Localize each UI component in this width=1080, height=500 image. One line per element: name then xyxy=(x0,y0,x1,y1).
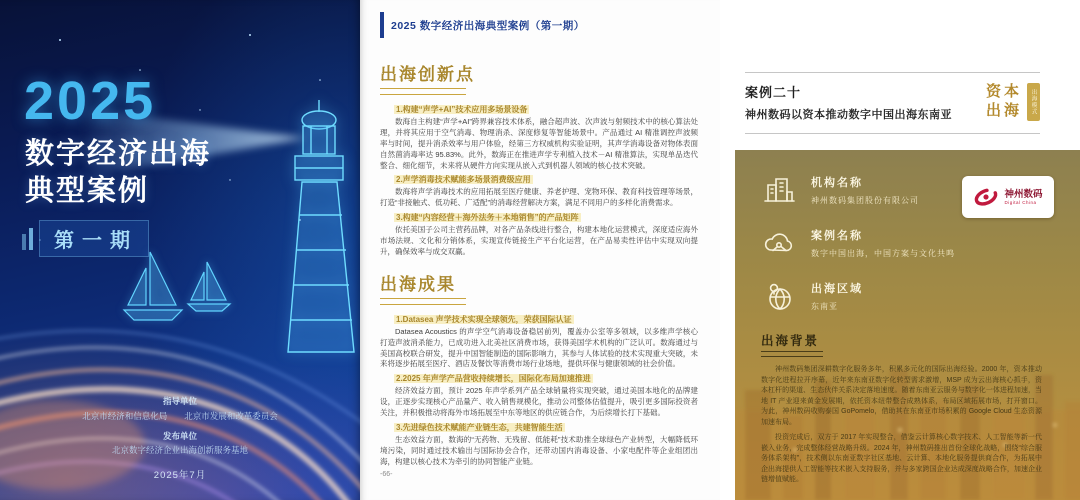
cover-title-line1: 数字经济出海 xyxy=(25,138,212,170)
background-title: 出海背景 xyxy=(761,334,820,348)
badge-ribbon-text: 出海模式 xyxy=(1030,89,1037,115)
organization-value: 神州数码集团股份有限公司 xyxy=(811,196,919,205)
organization-label: 机构名称 xyxy=(811,177,863,189)
section-title-underline xyxy=(380,298,466,305)
running-header-text: 2025 数字经济出海典型案例（第一期） xyxy=(391,19,585,32)
publish-unit-name: 北京数字经济企业出海创新服务基地 xyxy=(111,445,248,456)
section-innovations xyxy=(380,60,698,258)
innovation-subtitle-1: 1.构建“声学+AI”技术应用多场景设备 xyxy=(396,105,528,114)
logo-subtext: Digital China xyxy=(1004,200,1037,206)
cloud-icon xyxy=(761,225,797,261)
cover-page xyxy=(0,0,360,500)
innovation-body-3: 依托美国子公司主营药品牌，对各产品条线进行整合，构建本地化运营模式，深度适应海外市场法规、文化和分销体系，实现宣传链接生产平台化运营，在产品易卖性评估中实现双向提升，确保效率与成交双赢。 xyxy=(380,225,698,256)
header-accent-bar xyxy=(380,12,384,38)
cover-title xyxy=(25,136,211,210)
cover-title-line2: 典型案例 xyxy=(25,175,150,208)
background-title-underline xyxy=(761,351,823,357)
case-name-value: 数字中国出海，中国方案与文化共鸣 xyxy=(811,249,955,258)
innovation-body-1: 数海自主构建“声学+AI”跨界兼容技术体系，融合超声波、次声波与射频技术中的核心算法处理，并将其应用于空气消毒、物理消杀、深度修复等智能场景中。产品通过 AI 精准调控声波频率与时间，提升消杀效率与用户体验，经第三方权威机构实验证明，其声学消毒设备对物体表面自然菌消毒率达 95.83%。此外，数海正在推进声学专利植入技术－AI 精准算法，实现单品迭代整合、细化细节，未来将从硬件方向实现从嵌入式到机器人领域的核心技术突破。 xyxy=(380,117,698,170)
case-page xyxy=(720,0,1080,500)
info-text xyxy=(811,225,955,259)
region-value: 东南亚 xyxy=(811,302,838,311)
case-name-label: 案例名称 xyxy=(811,230,863,242)
info-text xyxy=(811,172,919,206)
region-label: 出海区域 xyxy=(811,283,863,295)
achievement-subtitle-2: 2.2025 年声学产品营收持续增长，国际化布局加速推进 xyxy=(396,374,591,384)
guide-unit-names: 北京市经济和信息化局 北京市发展和改革委员会 xyxy=(82,410,278,421)
badge-ribbon xyxy=(1027,83,1040,121)
achievement-body-1: Datasea Acoustics 的声学空气消毒设备稳居前列，覆盖办公室等多领域，以多维声学核心打造声波消杀能力，已成功进入北美社区消费市场，获得美国学术机构的广泛认可。数海通过与美国高校联合研发，提升中国智能制造的国际影响力，其参与人体试验的技术实现重大突破，未来将逐步拓展至医疗、酒店及餐饮等消费市场行业场地，提供环保与健康领域的社会价值。 xyxy=(380,326,698,369)
innovation-subtitle-2: 2.声学消毒技术赋能多场景消费级应用 xyxy=(396,175,531,185)
logo-name: 神州数码 xyxy=(1004,188,1043,200)
background-section xyxy=(761,331,1056,486)
guide-unit-label: 指导单位 xyxy=(162,396,197,407)
cover-footer xyxy=(0,394,360,484)
company-logo xyxy=(962,176,1054,218)
case-category-badge xyxy=(986,83,1040,121)
publish-unit-label: 发布单位 xyxy=(162,430,197,441)
page-number: -66- xyxy=(380,471,393,478)
cover-year: 2025 xyxy=(24,71,157,131)
achievement-body-3: 生态效益方面，数海的“无药物、无残留、低能耗”技术助推全球绿色产业转型，大幅降低环境污染，同时通过技术输出与国际协会合作，还带动国内消毒设备、小家电配件等企业组团出海，构建以核心技术为牵引的协同智能产业链。 xyxy=(380,434,698,466)
case-header xyxy=(745,72,1040,134)
innovation-subtitle-3: 3.构建“内容经营＋海外法务＋本地销售”的产品矩阵 xyxy=(396,213,579,223)
building-icon xyxy=(761,172,797,208)
logo-text xyxy=(1004,189,1042,205)
info-row-case-name xyxy=(761,225,1056,261)
issue-badge-bars xyxy=(22,228,33,250)
achievement-subtitle-3: 3.先进绿色技术赋能产业链生态，共建智能生活 xyxy=(396,422,563,432)
achievement-body-2: 经济效益方面，预计 2025 年声学系列产品全球销量将实现突破，通过美国本地化的品牌建设，正逐步实现核心产品量产、收入销售规模化，推动公司整体估值提升，吸引更多国际投资者关注，并积极推动将海外市场拓展至中东等地区的供应链合作，为后续增长打下基础。 xyxy=(380,386,698,417)
innovation-body-2: 数海将声学消毒技术的应用拓展至医疗健康、养老护理、宠物环保、教育科技管理等场景，打造“非接触式、低功耗、广适配”的消毒经营解决方案，满足不同用户的多样化消费需求。 xyxy=(380,187,698,208)
running-header xyxy=(380,12,698,38)
publish-date: 2025年7月 xyxy=(153,469,207,481)
case-header-text xyxy=(745,82,952,122)
achievement-subtitle-1: 1.Datasea 声学技术实现全球领先，荣获国际认证 xyxy=(396,314,572,324)
badge-text: 资本 出海 xyxy=(985,83,1022,119)
digital-china-swirl-icon xyxy=(973,184,999,210)
case-title: 神州数码以资本推动数字中国出海东南亚 xyxy=(745,109,952,121)
section-achievements xyxy=(380,270,698,468)
background-paragraph-1: 神州数码集团深耕数字化服务多年，积累多元化的国际出海经验。2000 年，资本推动数字化进程拉开序幕，近年来东南亚数字化转型需求激增，MSP 成为云出海核心抓手，资本杠杆的渠道、生态伙伴关系决定落地速度。随着东南亚云服务与数字化一体进程加速，当地 IT 产业迎来黄金发展期，依托资本纽带整合成熟体系，布局区域拓展市场，打开窗口。为此，神州数码收购泰国 GoPomelo，借助其在东南亚市场积累的 Google Cloud 生态资源加速布局。 xyxy=(761,366,1042,426)
section-title: 出海创新点 xyxy=(380,65,475,84)
section-title-underline xyxy=(380,88,466,95)
sailboat-illustration xyxy=(124,252,230,320)
issue-badge-label: 第一期 xyxy=(39,220,149,257)
globe-pin-icon xyxy=(761,278,797,314)
info-row-region xyxy=(761,278,1056,314)
section-title: 出海成果 xyxy=(380,274,456,294)
issue-badge xyxy=(22,220,149,257)
case-number: 案例二十 xyxy=(745,85,802,100)
background-paragraph-2: 投资完成后，双方于 2017 年实现整合，借鉴云计算核心数字技术、人工智能等新一代嵌入业务，完成整体经营战略升级。2024 年，神州数码推出首份全球化战略，围绕“综合服务体系架构”，技术侧以东南亚数字社区基地、云计算、本地化服务提供商合作，为拓展中企出海提供人工智能等技术嵌入支持服务，并与多家跨国企业达成深度战略合作，加速企业链增值赋能。 xyxy=(761,434,1042,483)
info-text xyxy=(811,278,863,312)
content-page xyxy=(360,0,720,500)
